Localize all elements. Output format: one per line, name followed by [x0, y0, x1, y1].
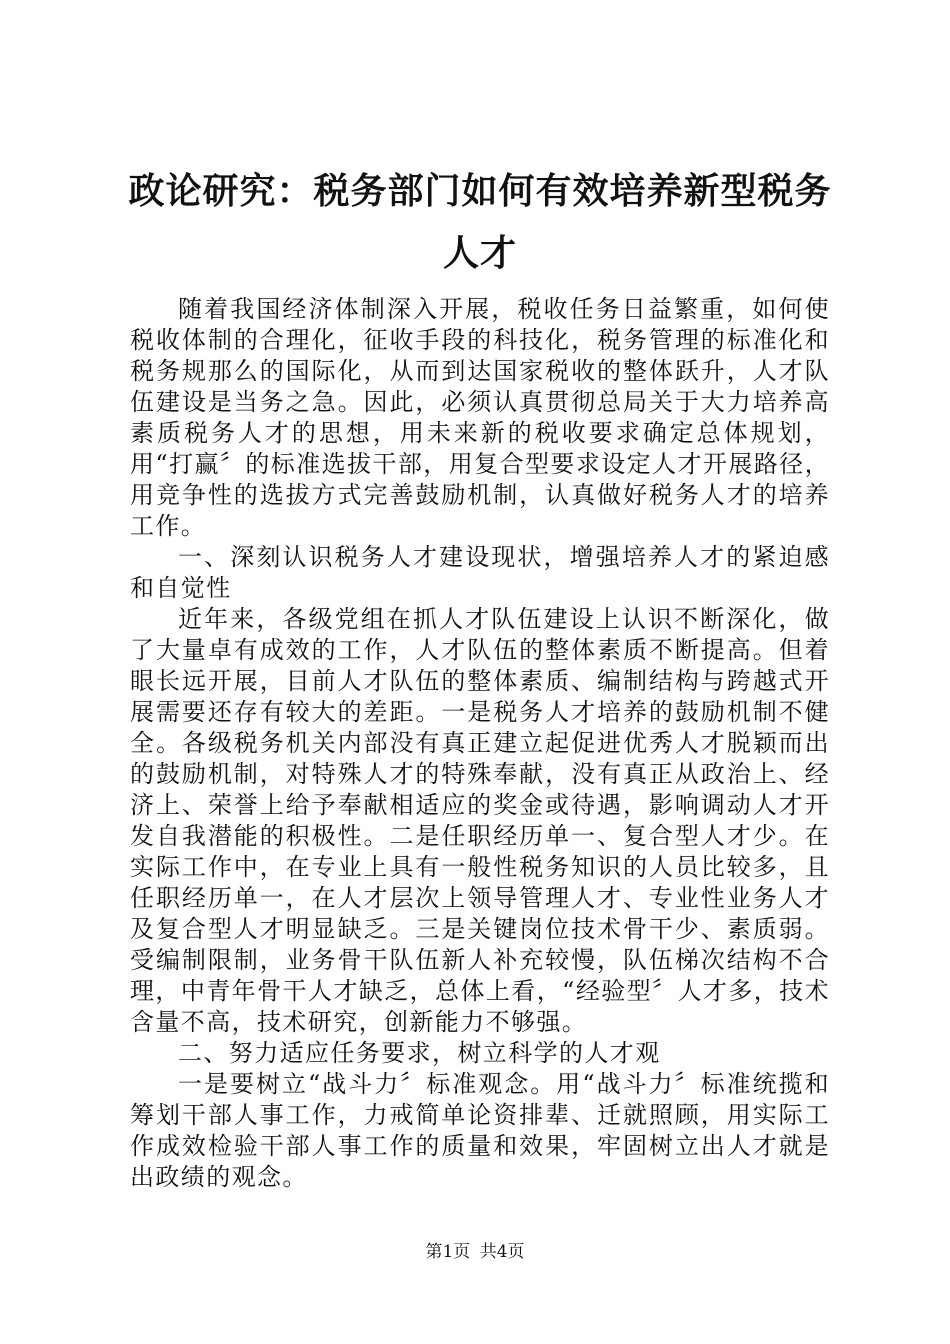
page-number: 第1页 — [425, 1242, 471, 1262]
paragraph-status: 近年来，各级党组在抓人才队伍建设上认识不断深化，做了大量卓有成效的工作，人才队伍的整体素质不断提高。但着眼长远开展，目前人才队伍的整体素质、编制结构与跨越式开展需要还存有较大的差距。一是税务人才培养的鼓励机制不健全。各级税务机关内部没有真正建立起促进优秀人才脱颖而出的鼓励机制，对特殊人才的特殊奉献，没有真正从政治上、经济上、荣誉上给予奉献相适应的奖金或待遇，影响调动人才开发自我潜能的积极性。二是任职经历单一、复合型人才少。在实际工作中，在专业上具有一般性税务知识的人员比较多，且任职经历单一，在人才层次上领导管理人才、专业性业务人才及复合型人才明显缺乏。三是关键岗位技术骨干少、素质弱。受编制限制，业务骨干队伍新人补充较慢，队伍梯次结构不合理，中青年骨干人才缺乏，总体上看，“经验型〞人才多，技术含量不高，技术研究，创新能力不够强。 — [130, 605, 830, 1036]
page-total: 共4页 — [479, 1242, 525, 1262]
document-title: 政论研究：税务部门如何有效培养新型税务人才 — [128, 170, 832, 274]
paragraph-combat-standard: 一是要树立“战斗力〞标准观念。用“战斗力〞标准统揽和筹划干部人事工作，力戒简单论资排辈、迁就照顾，用实际工作成效检验干部人事工作的质量和效果，牢固树立出人才就是出政绩的观念。 — [130, 1070, 830, 1191]
section-heading-1: 一、深刻认识税务人才建设现状，增强培养人才的紧迫感和自觉性 — [130, 543, 830, 602]
paragraph-intro: 随着我国经济体制深入开展，税收任务日益繁重，如何使税收体制的合理化，征收手段的科技化，税务管理的标准化和税务规那么的国际化，从而到达国家税收的整体跃升，人才队伍建设是当务之急。因此，必须认真贯彻总局关于大力培养高素质税务人才的思想，用未来新的税收要求确定总体规划，用“打赢〞的标准选拔干部，用复合型要求设定人才开展路径，用竞争性的选拔方式完善鼓励机制，认真做好税务人才的培养工作。 — [130, 295, 830, 540]
section-heading-2: 二、努力适应任务要求，树立科学的人才观 — [178, 1039, 661, 1067]
page-footer — [0, 1241, 950, 1263]
document-body — [130, 294, 830, 1193]
